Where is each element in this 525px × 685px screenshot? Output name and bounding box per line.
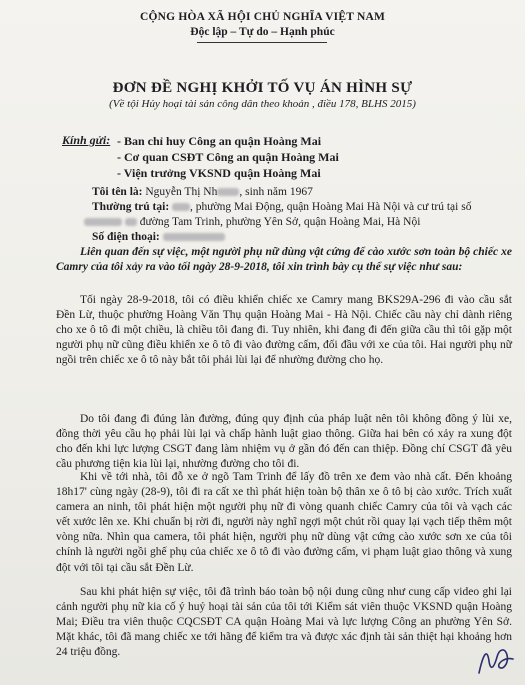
- name-suffix: , sinh năm 1967: [239, 186, 313, 198]
- redaction-mark: [163, 233, 225, 241]
- national-title: CỘNG HÒA XÃ HỘI CHỦ NGHĨA VIỆT NAM: [139, 11, 386, 23]
- phone-label: Số điện thoại:: [92, 231, 160, 243]
- phone-line: [92, 230, 512, 245]
- redaction-mark: [125, 218, 137, 226]
- name-value: Nguyễn Thị Nh: [145, 186, 218, 198]
- paragraph-3: Khi về tới nhà, tôi đỗ xe ở ngõ Tam Trinh để lấy đồ trên xe đem vào nhà cất. Đến khoảng 18h17' cùng ngày (28-9), tôi đi ra cất xe thì phát hiện toàn bộ thân xe ô tô bị cào xước. Trích xuất camera an ninh, tôi phát hiện một người phụ nữ đi vòng quanh chiếc Camry của tôi và vạch các vết xước lên xe. Khi chuẩn bị rời đi, người này nghĩ ngợi một chút rồi quay lại vạch tiếp thêm một vòng nữa. Nhìn qua camera, tôi phát hiện, người phụ nữ dùng vật cứng cào xước sơn xe của tôi chính là người ngồi ghế phụ của chiếc xe ô tô đi vào đường cấm, vi phạm luật giao thông và xung đột với tôi tại cầu sắt Đền Lừ.: [56, 471, 512, 574]
- recipient-item: - Ban chỉ huy Công an quận Hoàng Mai: [117, 134, 322, 148]
- residence-line: [92, 200, 512, 215]
- recipients-list: [117, 133, 339, 181]
- signature-mark: [475, 641, 517, 677]
- paragraph-1: Tối ngày 28-9-2018, tôi có điều khiển chiếc xe Camry mang BKS29A-296 đi vào cầu sắt Đền Lừ, thuộc phường Hoàng Văn Thụ quận Hoàng Mai - Hà Nội. Chiếc cầu này chỉ dành riêng cho xe ô tô đi một chiều, là chiều tôi đang đi. Tuy nhiên, khi đang đi đến giữa cầu thì tôi gặp một người phụ nữ cũng điều khiển xe ô tô đi vào đường cấm, đối đầu với xe của tôi. Hai người phụ nữ ngồi trên chiếc xe ô tô này bắt tôi phải lùi lại để nhường đường cho họ.: [56, 294, 512, 367]
- residence-value: , phường Mai Động, quận Hoàng Mai Hà Nội và cư trú tại số: [190, 201, 472, 213]
- document-title: ĐƠN ĐỀ NGHỊ KHỞI TỐ VỤ ÁN HÌNH SỰ: [112, 80, 413, 96]
- applicant-info: [92, 185, 512, 245]
- residence-address: đường Tam Trinh, phường Yên Sở, quận Hoàng Mai, Hà Nội: [139, 216, 421, 228]
- redaction-mark: [84, 218, 122, 226]
- redaction-mark: [172, 203, 190, 211]
- document-subtitle: (Về tội Hủy hoại tài sản công dân theo khoản , điều 178, BLHS 2015): [109, 98, 416, 110]
- name-label: Tôi tên là:: [92, 186, 143, 198]
- recipient-item: - Viện trưởng VKSND quận Hoàng Mai: [117, 166, 321, 180]
- residence-line-2: [84, 215, 512, 230]
- paragraph-2: Do tôi đang đi đúng làn đường, đúng quy định của pháp luật nên tôi không đồng ý lùi xe, đồng thời yêu cầu họ phải lùi lại và chấp hành luật giao thông. Giữa hai bên có xảy ra xung đột cho đến khi lực lượng CSGT đang làm nhiệm vụ ở gần đó đến can thiệp. Đồng chí CSGT đã yêu cầu phương tiện kia lùi lại, nhường đường cho tôi đi.: [56, 413, 512, 471]
- national-motto: Độc lập – Tự do – Hạnh phúc: [190, 26, 335, 38]
- intro-paragraph: Liên quan đến sự việc, một người phụ nữ dùng vật cứng để cào xước sơn toàn bộ chiếc xe Camry của tôi xảy ra vào tối ngày 28-9-2018, tôi xin trình bày cụ thể sự việc như sau:: [56, 246, 512, 274]
- residence-label: Thường trú tại:: [92, 201, 170, 213]
- redaction-mark: [217, 188, 239, 196]
- recipient-item: - Cơ quan CSĐT Công an quận Hoàng Mai: [117, 150, 339, 164]
- motto-underline: [197, 42, 327, 43]
- recipients-label: Kính gửi:: [62, 133, 111, 147]
- paragraph-4: Sau khi phát hiện sự việc, tôi đã trình báo toàn bộ nội dung cũng như cung cấp video ghi lại cảnh người phụ nữ kia cố ý huỷ hoại tài sản của tôi tới Kiểm sát viên thuộc VKSND quận Hoàng Mai; Điều tra viên thuộc CQCSĐT CA quận Hoàng Mai và lực lượng Công an phường Yên Sở. Mặt khác, tôi đã mang chiếc xe tới hãng để kiểm tra và được xác định tài sản thiệt hại khoảng hơn 24 triệu đồng.: [56, 586, 512, 659]
- name-line: [92, 185, 512, 200]
